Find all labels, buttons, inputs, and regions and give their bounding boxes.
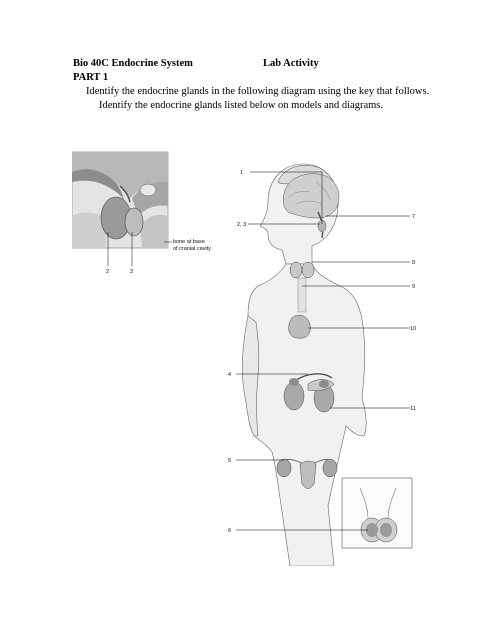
thymus xyxy=(289,315,311,338)
instruction-text-2: Identify the endocrine glands listed below on models and diagrams. xyxy=(99,100,384,111)
inset-caption-line1: bone at base xyxy=(173,239,205,245)
part-label: PART 1 xyxy=(73,72,109,83)
activity-title: Lab Activity xyxy=(263,58,319,69)
label-3: 3 xyxy=(130,269,134,275)
label-9: 9 xyxy=(412,284,416,290)
label-11: 11 xyxy=(410,406,416,412)
inset-caption-line2: of cranial cavity xyxy=(173,246,211,252)
label-2-3: 2, 3 xyxy=(237,222,247,228)
label-2: 2 xyxy=(106,269,110,275)
instruction-text-1: Identify the endocrine glands in the following diagram using the key that follows. xyxy=(86,86,430,97)
label-7: 7 xyxy=(412,214,416,220)
label-6: 6 xyxy=(228,528,232,534)
course-title: Bio 40C Endocrine System xyxy=(73,58,193,69)
label-5: 5 xyxy=(228,458,232,464)
endocrine-diagram xyxy=(72,146,422,566)
testes-inset xyxy=(342,478,412,548)
pituitary-inset xyxy=(72,152,211,254)
label-10: 10 xyxy=(410,326,417,332)
label-1: 1 xyxy=(240,170,244,176)
label-8: 8 xyxy=(412,260,416,266)
label-4: 4 xyxy=(228,372,232,378)
